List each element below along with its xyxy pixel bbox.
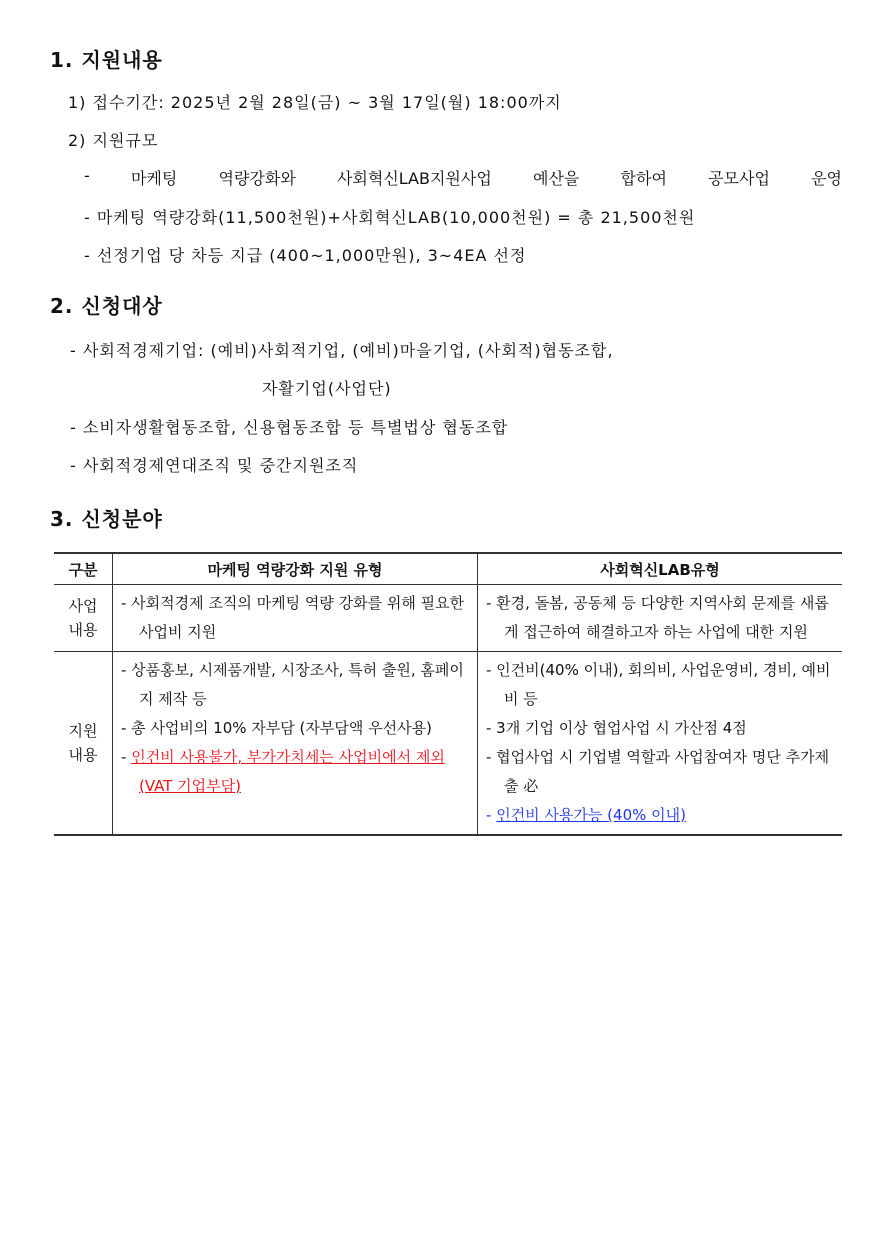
list-item: - 총 사업비의 10% 자부담 (자부담액 우선사용) — [121, 719, 432, 737]
list-item: - 3개 기업 이상 협업사업 시 가산점 4점 — [486, 719, 747, 737]
marketing-content-cell — [113, 585, 478, 652]
list-item-note — [486, 801, 834, 830]
list-dash: - — [486, 806, 492, 824]
selection-line: - 선정기업 당 차등 지급 (400~1,000만원), 3~4EA 선정 — [84, 246, 527, 265]
table-row-support-content — [54, 652, 842, 836]
budget-word: 합하여 — [620, 169, 667, 188]
budget-operation-line — [84, 166, 842, 189]
budget-word: - — [84, 166, 90, 185]
header-category: 구분 — [54, 553, 113, 585]
budget-word: 예산을 — [532, 169, 580, 188]
list-item: - 사회적경제 조직의 마케팅 역량 강화를 위해 필요한 사업비 지원 — [121, 594, 465, 641]
list-item-warning — [121, 743, 469, 801]
lab-support-cell — [478, 652, 843, 836]
budget-word: 사회혁신LAB지원사업 — [336, 169, 492, 188]
labor-cost-warning: 인건비 사용불가, 부가가치세는 사업비에서 제외(VAT 기업부담) — [131, 748, 445, 795]
row-category: 사업 내용 — [54, 585, 113, 652]
header-marketing: 마케팅 역량강화 지원 유형 — [113, 553, 478, 585]
section-2-title: 2. 신청대상 — [50, 294, 163, 318]
eligible-intermediary: - 사회적경제연대조직 및 중간지원조직 — [70, 456, 359, 475]
list-item: - 환경, 돌봄, 공동체 등 다양한 지역사회 문제를 새롭게 접근하여 해결하고자 하는 사업에 대한 지원 — [486, 594, 829, 641]
list-dash: - — [121, 748, 127, 766]
eligible-social-economy: - 사회적경제기업: (예비)사회적기업, (예비)마을기업, (사회적)협동조합, — [70, 341, 614, 360]
header-lab: 사회혁신LAB유형 — [478, 553, 843, 585]
lab-content-cell — [478, 585, 843, 652]
budget-word: 공모사업 — [708, 169, 770, 188]
table-row-project-content — [54, 585, 842, 652]
application-period: 1) 접수기간: 2025년 2월 28일(금) ~ 3월 17일(월) 18:00까지 — [68, 93, 562, 112]
section-3-title: 3. 신청분야 — [50, 507, 163, 531]
list-item: - 협업사업 시 기업별 역할과 사업참여자 명단 추가제출 必 — [486, 748, 830, 795]
row-category: 지원 내용 — [68, 722, 98, 764]
budget-word: 역량강화와 — [218, 169, 296, 188]
budget-word: 마케팅 — [130, 169, 178, 188]
section-1-title: 1. 지원내용 — [50, 48, 163, 72]
budget-total-line: - 마케팅 역량강화(11,500천원)+사회혁신LAB(10,000천원) = 총 21,500천원 — [84, 208, 696, 227]
marketing-support-cell — [113, 652, 478, 836]
list-item: - 상품홍보, 시제품개발, 시장조사, 특허 출원, 홈페이지 제작 등 — [121, 661, 464, 708]
application-fields-table — [54, 552, 842, 836]
labor-cost-note: 인건비 사용가능 (40% 이내) — [496, 806, 686, 824]
budget-word: 운영 — [811, 169, 842, 188]
support-scale-heading: 2) 지원규모 — [68, 131, 159, 150]
eligible-cooperatives: - 소비자생활협동조합, 신용협동조합 등 특별법상 협동조합 — [70, 418, 509, 437]
table-header-row — [54, 553, 842, 585]
list-item: - 인건비(40% 이내), 회의비, 사업운영비, 경비, 예비비 등 — [486, 661, 831, 708]
eligible-self-sufficiency: 자활기업(사업단) — [262, 379, 392, 398]
